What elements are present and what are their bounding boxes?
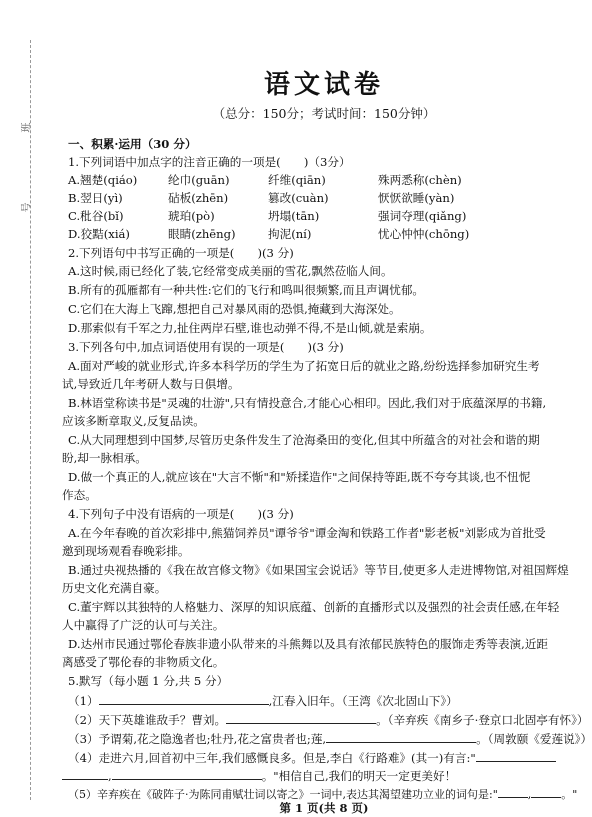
q5-item-4-blank-2[interactable]: [112, 767, 262, 780]
question-1-stem: 1.下列词语中加点字的注音正确的一项是( )（3分）: [68, 155, 351, 169]
q5-item-1: [68, 692, 458, 710]
q5-item-5-blank-1[interactable]: [498, 785, 528, 798]
page-title: 语文试卷: [263, 70, 384, 100]
q5-item-5-comma: ,: [527, 788, 532, 801]
q5-item-4-blank-1[interactable]: [476, 749, 556, 762]
q5-item-5-tail: 。": [561, 788, 578, 801]
q1-option-d-2: 眼睛(zhēng): [168, 227, 236, 241]
q1-option-d-4: 忧心忡忡(chōng): [378, 227, 470, 241]
q3-option-d-line1: D.做一个真正的人,就应该在"大言不惭"和"矫揉造作"之间保持等距,既不夸夸其谈,也不忸怩: [68, 470, 531, 484]
section-heading: 一、积累·运用（30 分）: [68, 137, 197, 151]
q1-option-d-3: 拘泥(ní): [268, 227, 312, 241]
q3-option-c-line2: 盼,却一脉相承。: [62, 451, 147, 465]
q2-option-c: C.它们在大海上飞蹿,想把自己对暴风雨的恐惧,掩藏到大海深处。: [68, 302, 401, 316]
q5-item-5-text: （5）辛弃疾在《破阵子·为陈同甫赋壮词以寄之》一词中,表达其渴望建功立业的词句是:": [68, 788, 498, 801]
question-5-stem: 5.默写（每小题 1 分,共 5 分）: [68, 674, 229, 688]
margin-label-class: 班: [21, 122, 33, 133]
exam-info: （总分：150分；考试时间：150分钟）: [212, 106, 436, 121]
q1-option-b-1: B.翌日(yì): [68, 191, 123, 205]
q4-option-a-line2: 邀到现场观看春晚彩排。: [62, 544, 190, 558]
q5-item-4-blank-1-cont[interactable]: [62, 767, 108, 780]
q5-item-2-text: （2）天下英雄谁敌手？曹刘。: [68, 713, 227, 727]
q3-option-b-line1: B.林语堂称读书是"灵魂的壮游",只有情投意合,才能心心相印。因此,我们对于底蕴深厚的书籍,: [68, 396, 547, 410]
q1-option-b-4: 恹恹欲睡(yàn): [378, 191, 455, 205]
q4-option-a-line1: A.在今年春晚的首次彩排中,熊猫饲养员"谭爷爷"谭金淘和铁路工作者"影老板"刘影成为首批受: [68, 526, 546, 540]
question-3-stem: 3.下列各句中,加点词语使用有误的一项是( )(3 分): [68, 340, 344, 354]
q2-option-b: B.所有的孤雁都有一种共性:它们的飞行和鸣叫很频繁,而且声调忧郁。: [68, 283, 425, 297]
q1-option-c-4: 强词夺理(qiǎng): [378, 209, 467, 223]
q3-option-d-line2: 作态。: [62, 488, 97, 502]
q5-item-4-comma: ,: [108, 769, 112, 783]
q5-item-3: [68, 730, 592, 748]
q1-option-a-2: 纶巾(guān): [168, 173, 230, 187]
q5-item-3-source: 。（周敦颐《爱莲说》）: [476, 732, 592, 746]
binding-margin-line: [30, 40, 31, 800]
q5-item-1-number: （1）: [68, 694, 99, 708]
q5-item-3-blank[interactable]: [326, 730, 476, 743]
q5-item-1-text: ,江春入旧年。（王湾《次北固山下》）: [268, 694, 458, 708]
q4-option-d-line1: D.达州市民通过鄂伦春族非遗小队带来的斗熊舞以及具有浓郁民族特色的服饰走秀等表演,近距: [68, 637, 549, 651]
q1-option-c-3: 坍塌(tān): [268, 209, 320, 223]
question-2-stem: 2.下列语句中书写正确的一项是( )(3 分): [68, 246, 294, 260]
q5-item-3-text: （3）予谓菊,花之隐逸者也;牡丹,花之富贵者也;莲,: [68, 732, 327, 746]
q1-option-b-3: 篡改(cuàn): [268, 191, 329, 205]
q1-option-a-3: 纤维(qiān): [268, 173, 326, 187]
q1-option-c-1: C.秕谷(bǐ): [68, 209, 124, 223]
q4-option-c-line1: C.董宇辉以其独特的人格魅力、深厚的知识底蕴、创新的直播形式以及强烈的社会责任感,在年轻: [68, 600, 560, 614]
q5-item-4-line2: [62, 767, 456, 785]
q1-option-a-1: A.翘楚(qiáo): [68, 173, 138, 187]
q1-option-a-4: 殊两悉称(chèn): [378, 173, 462, 187]
q4-option-d-line2: 离感受了鄂伦春的非物质文化。: [62, 655, 225, 669]
q5-item-4-tail: 。"相信自己,我们的明天一定更美好！: [261, 769, 457, 783]
q2-option-a: A.这时候,雨已经化了装,它经常变成美丽的雪花,飘然莅临人间。: [68, 264, 393, 278]
q3-option-a-line2: 试,导致近几年考研人数与日俱增。: [62, 377, 240, 391]
q3-option-b-line2: 应该多断章取义,反复品读。: [62, 414, 205, 428]
q4-option-b-line1: B.通过央视热播的《我在故宫修文物》《如果国宝会说话》等节目,使更多人走进博物馆,对祖国辉煌: [68, 563, 569, 577]
q1-option-c-2: 琥珀(pò): [168, 209, 215, 223]
q5-item-5-blank-2[interactable]: [531, 785, 561, 798]
q1-option-d-1: D.狡黠(xiá): [68, 227, 130, 241]
q4-option-c-line2: 人中赢得了广泛的认可与关注。: [62, 618, 225, 632]
q2-option-d: D.那索似有千军之力,扯住两岸石壁,谁也动弹不得,不是山倾,就是索崩。: [68, 321, 432, 335]
q5-item-2-blank[interactable]: [226, 711, 376, 724]
q3-option-a-line1: A.面对严峻的就业形式,许多本科学历的学生为了拓宽日后的就业之路,纷纷选择参加研究生考: [68, 359, 540, 373]
q5-item-2: [68, 711, 588, 729]
q1-option-b-2: 砧板(zhēn): [168, 191, 229, 205]
q5-item-1-blank[interactable]: [99, 692, 269, 705]
q5-item-4-line1: [68, 749, 556, 767]
q5-item-4-text: （4）走进六月,回首初中三年,我们感慨良多。但是,李白《行路难》(其一)有言:": [68, 751, 476, 765]
q3-option-c-line1: C.从大同理想到中国梦,尽管历史条件发生了沧海桑田的变化,但其中所蕴含的对社会和谐的期: [68, 433, 540, 447]
page-footer: 第 1 页(共 8 页): [279, 801, 369, 815]
q4-option-b-line2: 历史文化充满自豪。: [62, 581, 167, 595]
q5-item-2-source: 。（辛弃疾《南乡子·登京口北固亭有怀》）: [376, 713, 589, 727]
question-4-stem: 4.下列句子中没有语病的一项是( )(3 分): [68, 507, 294, 521]
margin-label-number: 号: [21, 202, 33, 213]
